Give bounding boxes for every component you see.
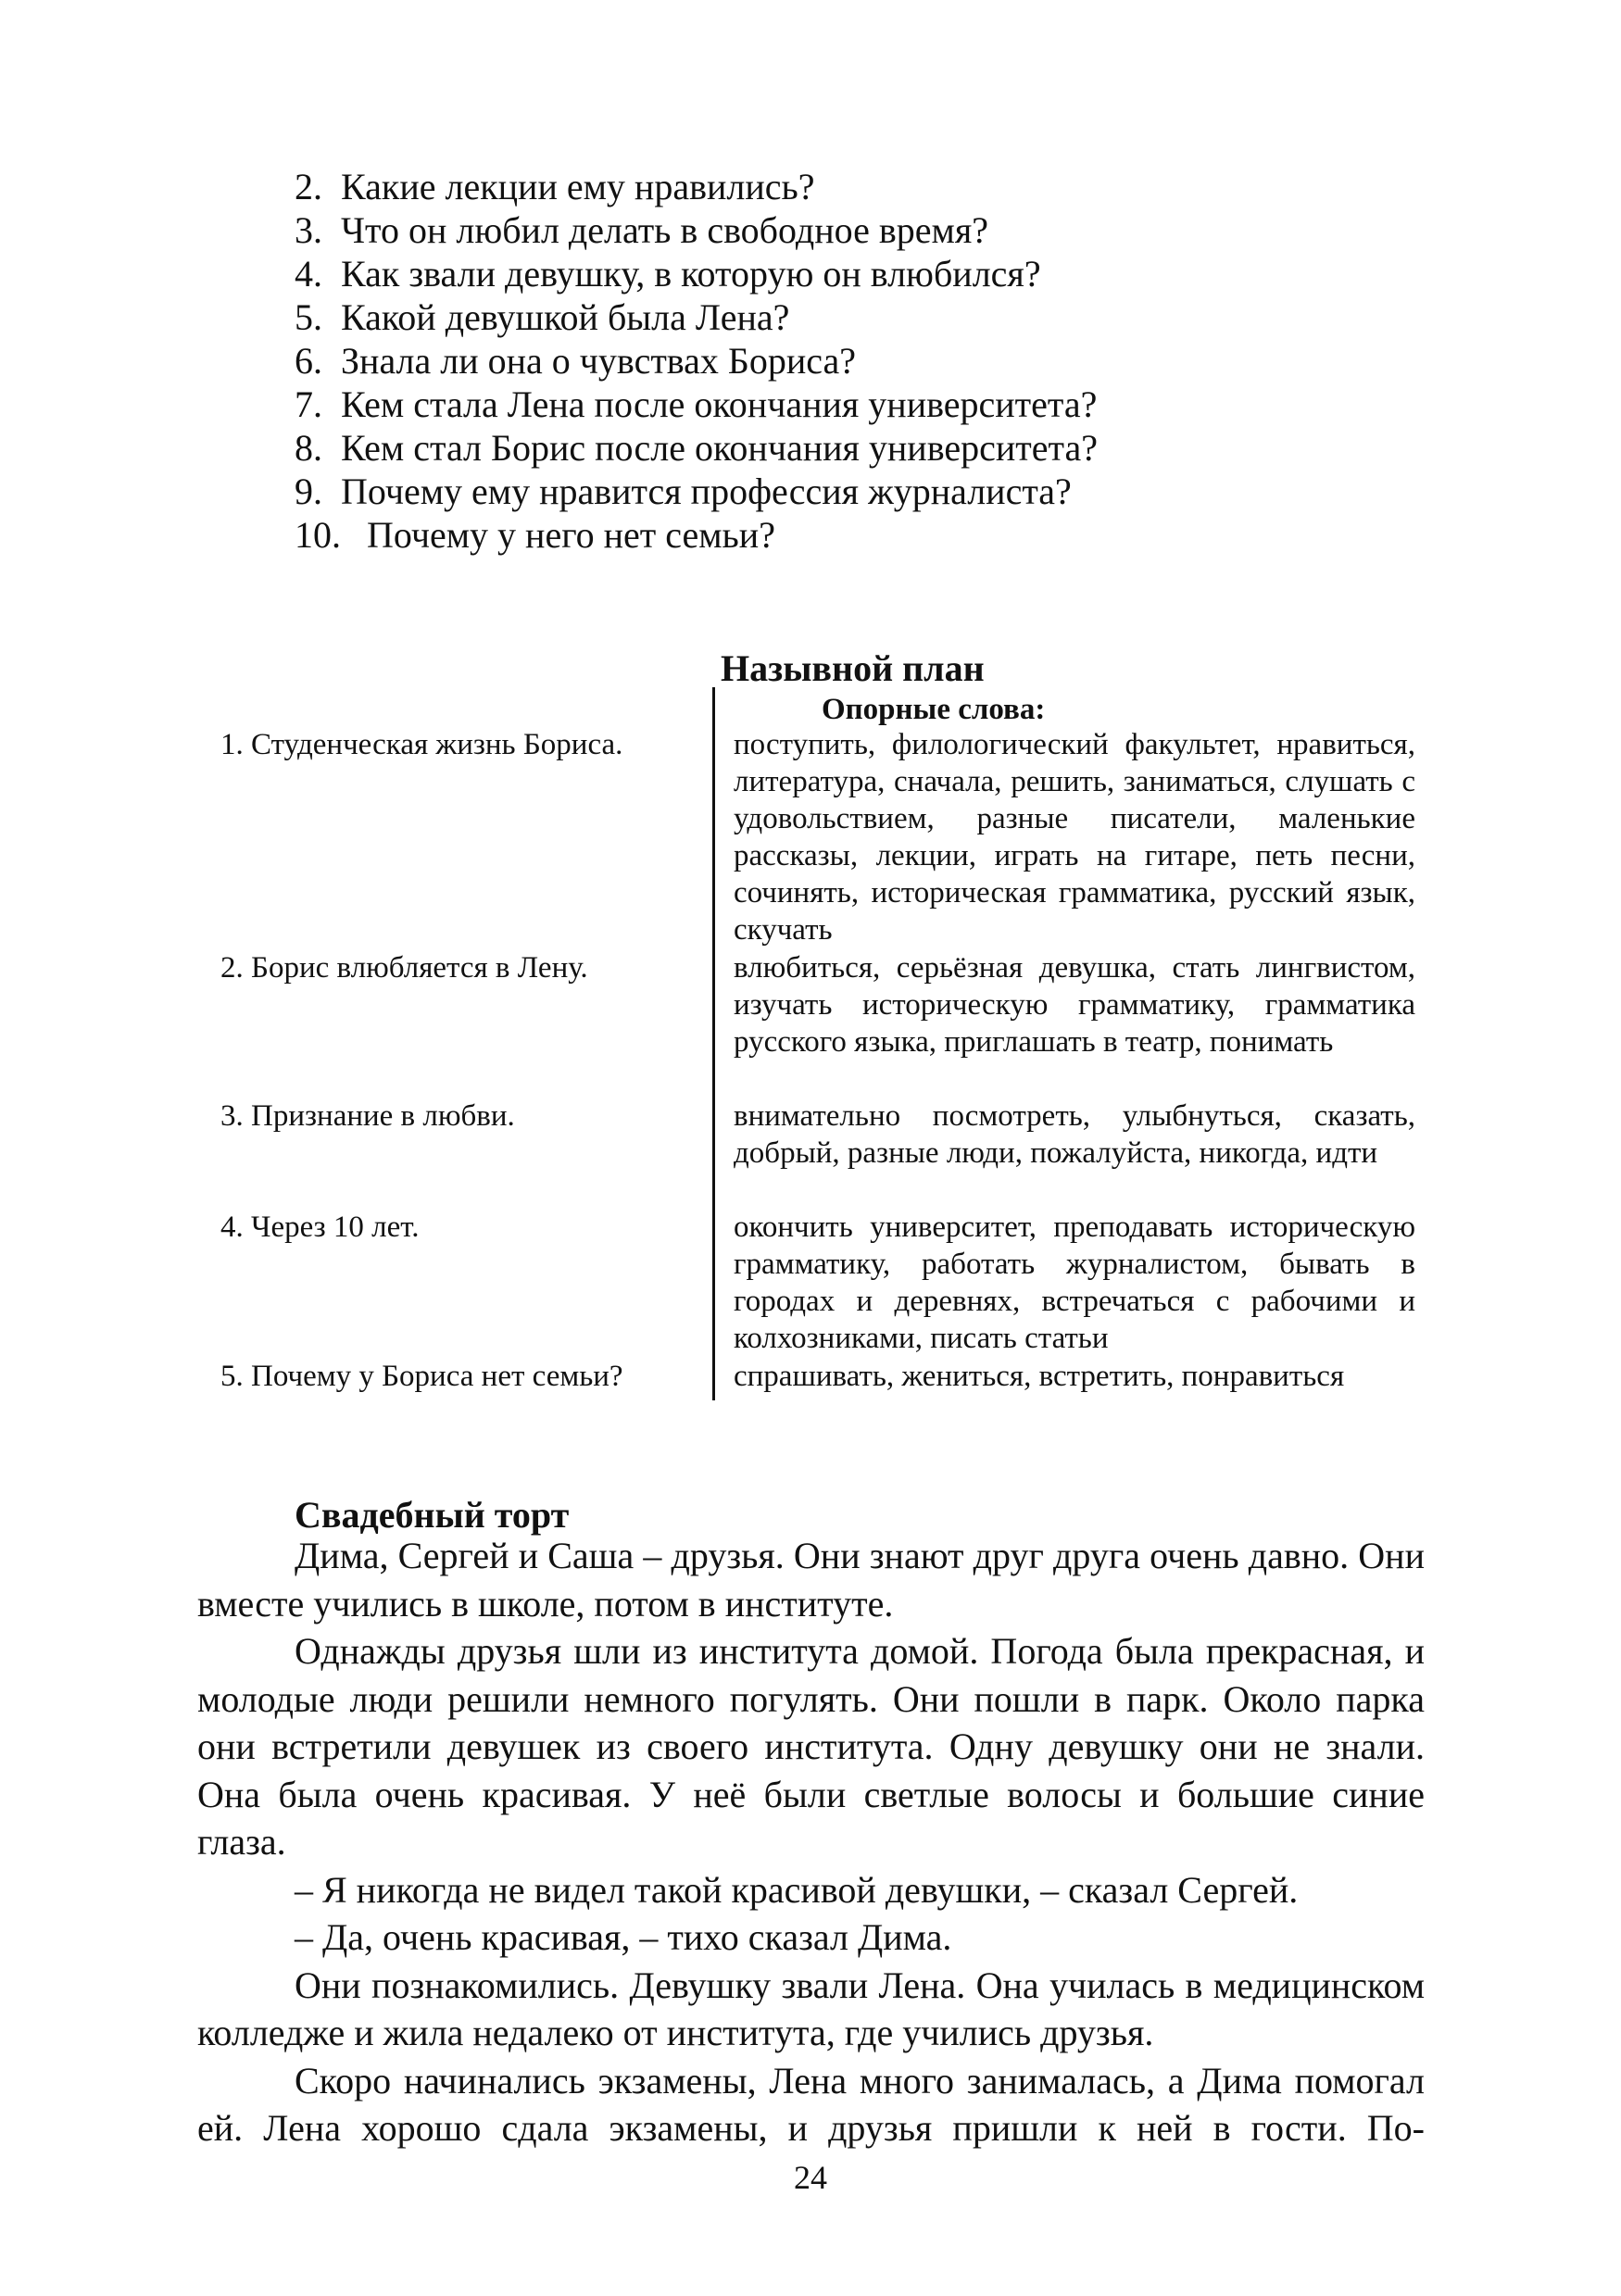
paragraph: Однажды друзья шли из института домой. Погода была прекрасная, и молодые люди решили немного погулять. Они пошли в парк. Около парка они встретили девушек из своего института. Одну девушку они не знали. Она была очень красивая. У неё были светлые волосы и большие синие глаза. bbox=[197, 1630, 1425, 1863]
plan-heading: 2. Борис влюбляется в Лену. bbox=[220, 951, 588, 985]
plan-title: Назывной план bbox=[721, 647, 985, 689]
story-text bbox=[197, 1532, 1425, 2152]
column-divider bbox=[712, 687, 715, 1400]
question-number: 9. bbox=[295, 470, 322, 512]
list-item bbox=[295, 208, 1406, 252]
list-item bbox=[295, 339, 1406, 383]
paragraph: Они познакомились. Девушку звали Лена. Она училась в медицинском колледже и жила недалеко от института, где учились друзья. bbox=[197, 1964, 1425, 2053]
questions-list bbox=[295, 165, 1406, 557]
list-item bbox=[295, 252, 1406, 295]
question-text: Почему ему нравится профессия журналиста? bbox=[341, 470, 1072, 512]
page-number: 24 bbox=[794, 2159, 827, 2196]
question-text: Почему у него нет семьи? bbox=[367, 514, 775, 556]
plan-keywords: окончить университет, преподавать историческую грамматику, работать журналистом, бывать в городах и деревнях, встречаться с рабочими и колхозниками, писать статьи bbox=[734, 1211, 1415, 1355]
question-text: Знала ли она о чувствах Бориса? bbox=[341, 340, 857, 382]
question-text: Кем стал Борис после окончания университета? bbox=[341, 427, 1098, 469]
question-text: Какой девушкой была Лена? bbox=[341, 296, 790, 338]
question-text: Как звали девушку, в которую он влюбился? bbox=[341, 253, 1041, 295]
question-number: 10. bbox=[295, 514, 341, 556]
question-text: Какие лекции ему нравились? bbox=[341, 166, 815, 207]
list-item bbox=[295, 470, 1406, 513]
plan-keywords: влюбиться, серьёзная девушка, стать лингвистом, изучать историческую грамматику, грамматика русского языка, приглашать в театр, понимать bbox=[734, 951, 1415, 1059]
question-text: Что он любил делать в свободное время? bbox=[341, 209, 988, 251]
plan-heading: 5. Почему у Бориса нет семьи? bbox=[220, 1360, 623, 1393]
keywords-title: Опорные слова: bbox=[822, 693, 1046, 726]
list-item bbox=[295, 383, 1406, 426]
question-number: 6. bbox=[295, 340, 322, 382]
paragraph: Дима, Сергей и Саша – друзья. Они знают друг друга очень давно. Они вместе учились в школе, потом в институте. bbox=[197, 1535, 1425, 1625]
plan-keywords: спрашивать, жениться, встретить, понравиться bbox=[734, 1360, 1345, 1393]
paragraph: – Да, очень красивая, – тихо сказал Дима. bbox=[295, 1916, 952, 1958]
plan-heading: 3. Признание в любви. bbox=[220, 1099, 515, 1133]
plan-heading: 4. Через 10 лет. bbox=[220, 1211, 420, 1244]
plan-heading: 1. Студенческая жизнь Бориса. bbox=[220, 728, 623, 761]
plan-keywords: поступить, филологический факультет, нравиться, литература, сначала, решить, заниматься, слушать с удовольствием, разные писатели, маленькие рассказы, лекции, играть на гитаре, петь песни, сочинять, историческая грамматика, русский язык, скучать bbox=[734, 728, 1415, 947]
plan-keywords: внимательно посмотреть, улыбнуться, сказать, добрый, разные люди, пожалуйста, никогда, идти bbox=[734, 1099, 1415, 1170]
paragraph: – Я никогда не видел такой красивой девушки, – сказал Сергей. bbox=[295, 1868, 1299, 1911]
question-number: 5. bbox=[295, 296, 322, 338]
list-item bbox=[295, 165, 1406, 208]
question-number: 8. bbox=[295, 427, 322, 469]
list-item bbox=[295, 295, 1406, 339]
question-text: Кем стала Лена после окончания университета? bbox=[341, 383, 1098, 425]
question-number: 2. bbox=[295, 166, 322, 207]
list-item bbox=[295, 513, 1406, 557]
story-title: Свадебный торт bbox=[295, 1494, 570, 1536]
list-item bbox=[295, 426, 1406, 470]
paragraph: Скоро начинались экзамены, Лена много занималась, а Дима помогал ей. Лена хорошо сдала экзамены, и друзья пришли к ней в гости. По- bbox=[197, 2059, 1425, 2149]
question-number: 3. bbox=[295, 209, 322, 251]
question-number: 4. bbox=[295, 253, 322, 295]
question-number: 7. bbox=[295, 383, 322, 425]
